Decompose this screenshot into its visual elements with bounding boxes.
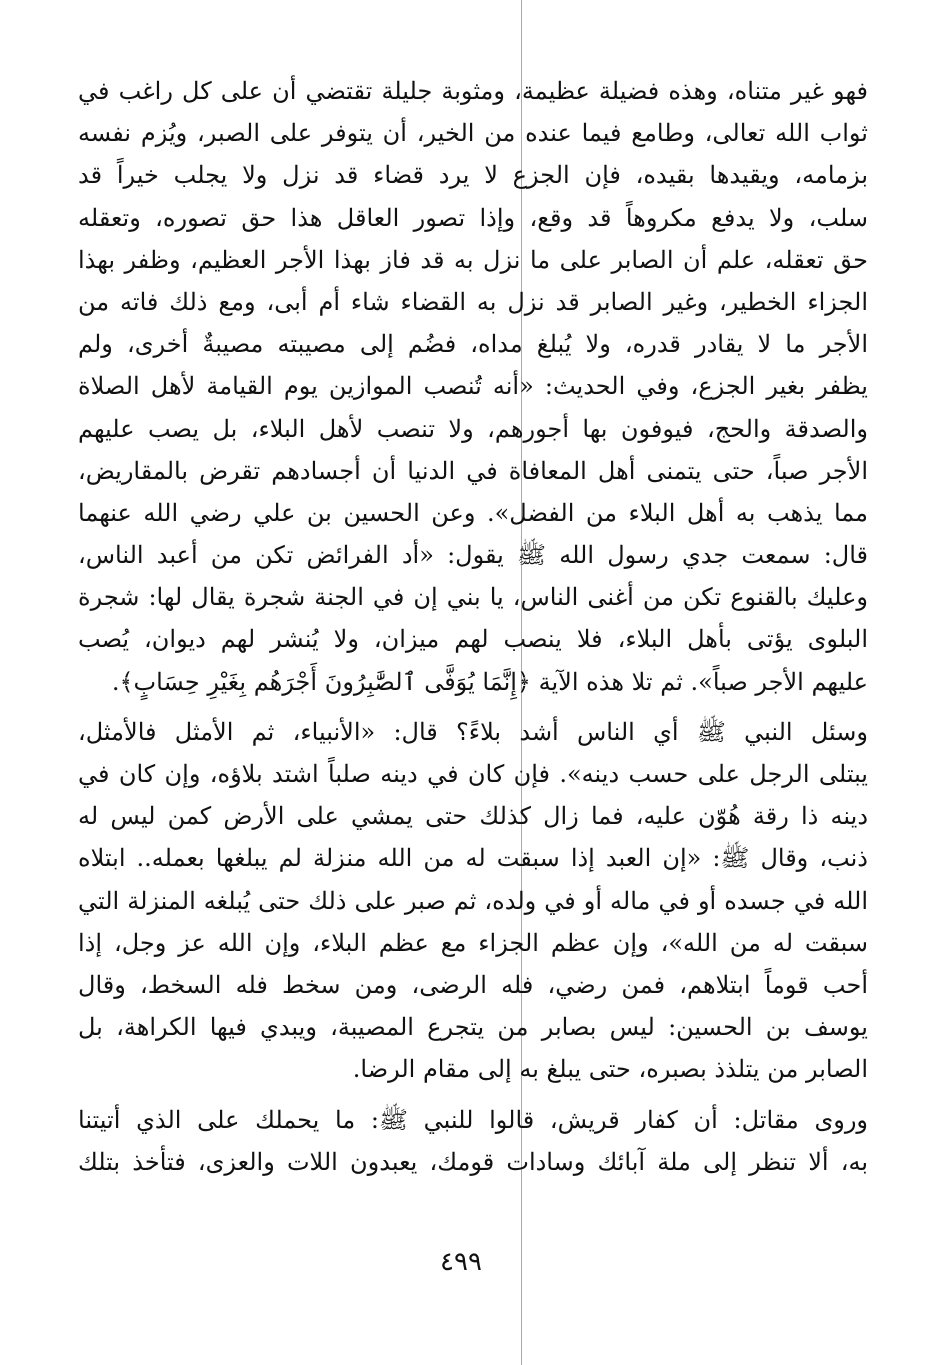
text-line: الصابر من يتلذذ بصبره، حتى يبلغ به إلى مقام الرضا. <box>352 1055 868 1084</box>
text-line: الجزاء الخطير، وغير الصابر قد نزل به القضاء شاء أم أبى، ومع ذلك فاته من <box>78 287 868 316</box>
text-line: ثواب الله تعالى، وطامع فيما عنده من الخير، أن يتوفر على الصبر، ويُزم نفسه <box>78 119 868 148</box>
text-line: وعليك بالقنوع تكن من أغنى الناس، يا بني إن في الجنة شجرة يقال لها: شجرة <box>78 583 868 612</box>
text-line: يظفر بغير الجزع، وفي الحديث: «أنه تُنصب الموازين يوم القيامة لأهل الصلاة <box>78 372 868 401</box>
text-line: فهو غير متناه، وهذه فضيلة عظيمة، ومثوبة جليلة تقتضي أن على كل راغب في <box>78 77 868 105</box>
text-line: قال: سمعت جدي رسول الله ﷺ يقول: «أد الفرائض تكن من أعبد الناس، <box>78 541 868 570</box>
text-line: بزمامه، ويقيدها بقيده، فإن الجزع لا يرد قضاء قد نزل ولا يجلب خيراً قد <box>78 161 868 190</box>
text-line: أحب قوماً ابتلاهم، فمن رضي، فله الرضى، ومن سخط فله السخط، وقال <box>78 970 868 999</box>
text-line: حق تعقله، علم أن الصابر على ما نزل به قد فاز بهذا الأجر العظيم، وظفر بهذا <box>78 245 868 274</box>
text-line: دينه ذا رقة هُوّن عليه، فما زال كذلك حتى يمشي على الأرض كمن ليس له <box>78 802 868 831</box>
text-line: الأجر صباً، حتى يتمنى أهل المعافاة في الدنيا أن أجسادهم تقرض بالمقاريض، <box>78 456 868 485</box>
text-line: يبتلى الرجل على حسب دينه». فإن كان في دينه صلباً اشتد بلاؤه، وإن كان في <box>78 760 868 788</box>
text-line: سبقت له من الله»، وإن عظم الجزاء مع عظم البلاء، وإن الله عز وجل، إذا <box>78 928 868 957</box>
text-line: عليهم الأجر صباً». ثم تلا هذه الآية ﴿إِنَّمَا يُوَفَّى ٱلصَّٰبِرُونَ أَجْرَهُم بِغَيْرِ حِسَابٍ﴾. <box>111 667 868 696</box>
text-line: به، ألا تنظر إلى ملة آبائك وسادات قومك، يعبدون اللات والعزى، فتأخذ بتلك <box>78 1147 868 1176</box>
text-line: وروى مقاتل: أن كفار قريش، قالوا للنبي ﷺ: ما يحملك على الذي أتيتنا <box>78 1105 868 1134</box>
page-number: ٤٩٩ <box>440 1247 482 1277</box>
text-line: يوسف بن الحسين: ليس بصابر من يتجرع المصيبة، ويبدي فيها الكراهة، بل <box>78 1013 868 1042</box>
text-line: سلب، ولا يدفع مكروهاً قد وقع، وإذا تصور العاقل هذا حق تصوره، وتعقله <box>78 203 868 232</box>
paragraph-1 <box>78 70 868 703</box>
text-line: والصدقة والحج، فيوفون بها أجورهم، ولا تنصب لأهل البلاء، بل يصب عليهم <box>78 414 868 443</box>
paragraph-3 <box>78 1099 868 1183</box>
text-line: وسئل النبي ﷺ أي الناس أشد بلاءً؟ قال: «الأنبياء، ثم الأمثل فالأمثل، <box>78 717 868 746</box>
text-line: البلوى يؤتى بأهل البلاء، فلا ينصب لهم ميزان، ولا يُنشر لهم ديوان، يُصب <box>78 625 868 654</box>
paragraph-2 <box>78 711 868 1091</box>
text-line: ذنب، وقال ﷺ: «إن العبد إذا سبقت له من الله منزلة لم يبلغها بعمله.. ابتلاه <box>78 844 868 873</box>
text-line: مما يذهب به أهل البلاء من الفضل». وعن الحسين بن علي رضي الله عنهما <box>78 498 868 527</box>
text-line: الله في جسده أو في ماله أو في ولده، ثم صبر على ذلك حتى يُبلغه المنزلة التي <box>78 886 868 915</box>
text-line: الأجر ما لا يقادر قدره، ولا يُبلغ مداه، فضُم إلى مصيبته مصيبةٌ أخرى، ولم <box>78 330 868 359</box>
body-text <box>78 70 868 1183</box>
